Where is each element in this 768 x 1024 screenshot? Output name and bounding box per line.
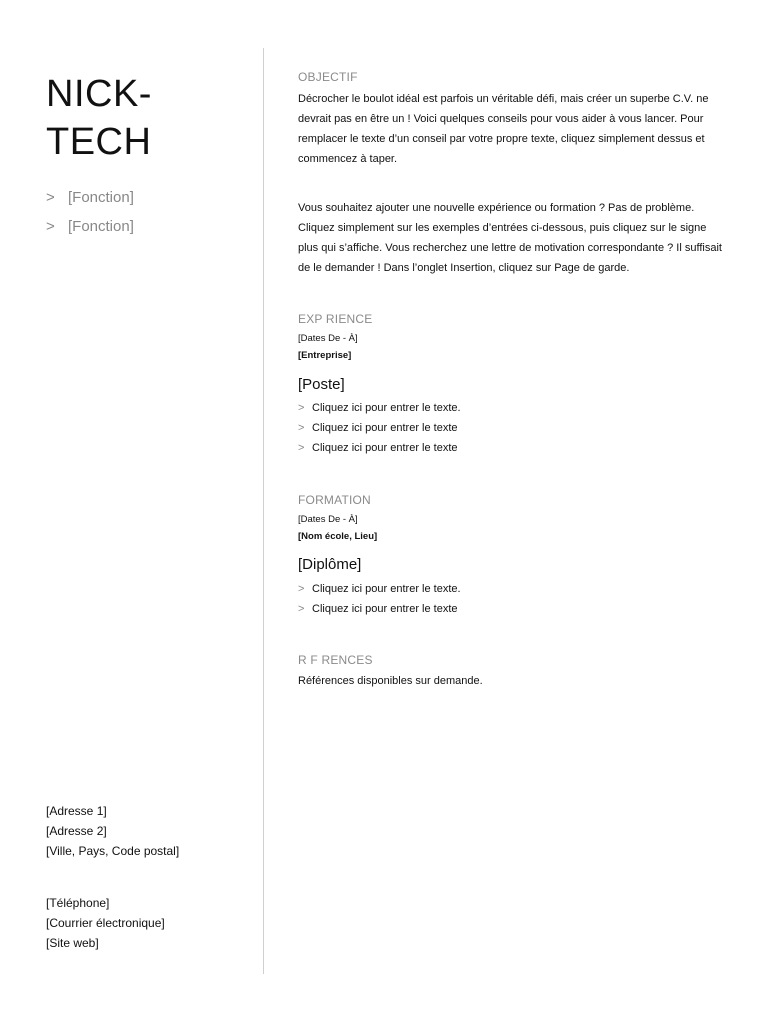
fonction-label: [Fonction]	[68, 218, 134, 235]
contact-block	[46, 893, 165, 953]
formation-degree[interactable]: [Diplôme]	[298, 556, 362, 573]
experience-company[interactable]: [Entreprise]	[298, 350, 352, 361]
list-item-text: Cliquez ici pour entrer le texte	[312, 442, 458, 454]
address-line-2[interactable]: [Adresse 2]	[46, 824, 107, 838]
fonction-list	[46, 183, 134, 241]
address-line-1[interactable]: [Adresse 1]	[46, 804, 107, 818]
name-line-2: TECH	[46, 121, 152, 163]
formation-dates[interactable]: [Dates De - À]	[298, 514, 358, 525]
fonction-item[interactable]	[46, 212, 134, 241]
experience-dates[interactable]: [Dates De - À]	[298, 333, 358, 344]
name-line-1: NICK-	[46, 73, 152, 115]
chevron-right-icon: >	[298, 402, 305, 414]
list-item[interactable]	[298, 599, 461, 619]
email-field[interactable]: [Courrier électronique]	[46, 916, 165, 930]
list-item[interactable]	[298, 579, 461, 599]
experience-role[interactable]: [Poste]	[298, 376, 345, 393]
objectif-paragraph-1[interactable]: Décrocher le boulot idéal est parfois un véritable défi, mais créer un superbe C.V. ne devrait pas en être un ! Voici quelques conseils pour vous aider à vous lancer. Pour remplacer le texte d’un conseil par votre propre texte, cliquez simplement dessus et commencez à taper.	[298, 93, 709, 165]
chevron-right-icon: >	[298, 603, 305, 615]
chevron-right-icon: >	[298, 422, 305, 434]
column-divider	[263, 48, 264, 974]
section-title-objectif: OBJECTIF	[298, 70, 358, 84]
list-item[interactable]	[298, 438, 461, 458]
website-field[interactable]: [Site web]	[46, 936, 99, 950]
chevron-right-icon: >	[46, 189, 55, 206]
chevron-right-icon: >	[298, 442, 305, 454]
fonction-label: [Fonction]	[68, 189, 134, 206]
section-title-references: R F RENCES	[298, 653, 373, 667]
chevron-right-icon: >	[46, 218, 55, 235]
list-item[interactable]	[298, 398, 461, 418]
list-item-text: Cliquez ici pour entrer le texte.	[312, 402, 461, 414]
address-block	[46, 801, 179, 861]
list-item[interactable]	[298, 418, 461, 438]
address-line-3[interactable]: [Ville, Pays, Code postal]	[46, 844, 180, 858]
phone-field[interactable]: [Téléphone]	[46, 896, 110, 910]
chevron-right-icon: >	[298, 583, 305, 595]
list-item-text: Cliquez ici pour entrer le texte	[312, 422, 458, 434]
list-item-text: Cliquez ici pour entrer le texte.	[312, 583, 461, 595]
experience-bullets	[298, 398, 461, 458]
objectif-paragraph-2[interactable]: Vous souhaitez ajouter une nouvelle expérience ou formation ? Pas de problème. Cliquez simplement sur les exemples d’entrées ci-dessous, puis cliquez sur le signe plus qui s’affiche. Vous recherchez une lettre de motivation correspondante ? Il suffisait de le demander ! Dans l’onglet Insertion, cliquez sur Page de garde.	[298, 202, 722, 274]
candidate-name[interactable]	[46, 70, 152, 166]
list-item-text: Cliquez ici pour entrer le texte	[312, 603, 458, 615]
section-title-formation: FORMATION	[298, 493, 371, 507]
references-text[interactable]: Références disponibles sur demande.	[298, 675, 483, 687]
formation-bullets	[298, 579, 461, 619]
section-title-experience: EXP RIENCE	[298, 312, 373, 326]
fonction-item[interactable]	[46, 183, 134, 212]
formation-school[interactable]: [Nom école, Lieu]	[298, 531, 378, 542]
